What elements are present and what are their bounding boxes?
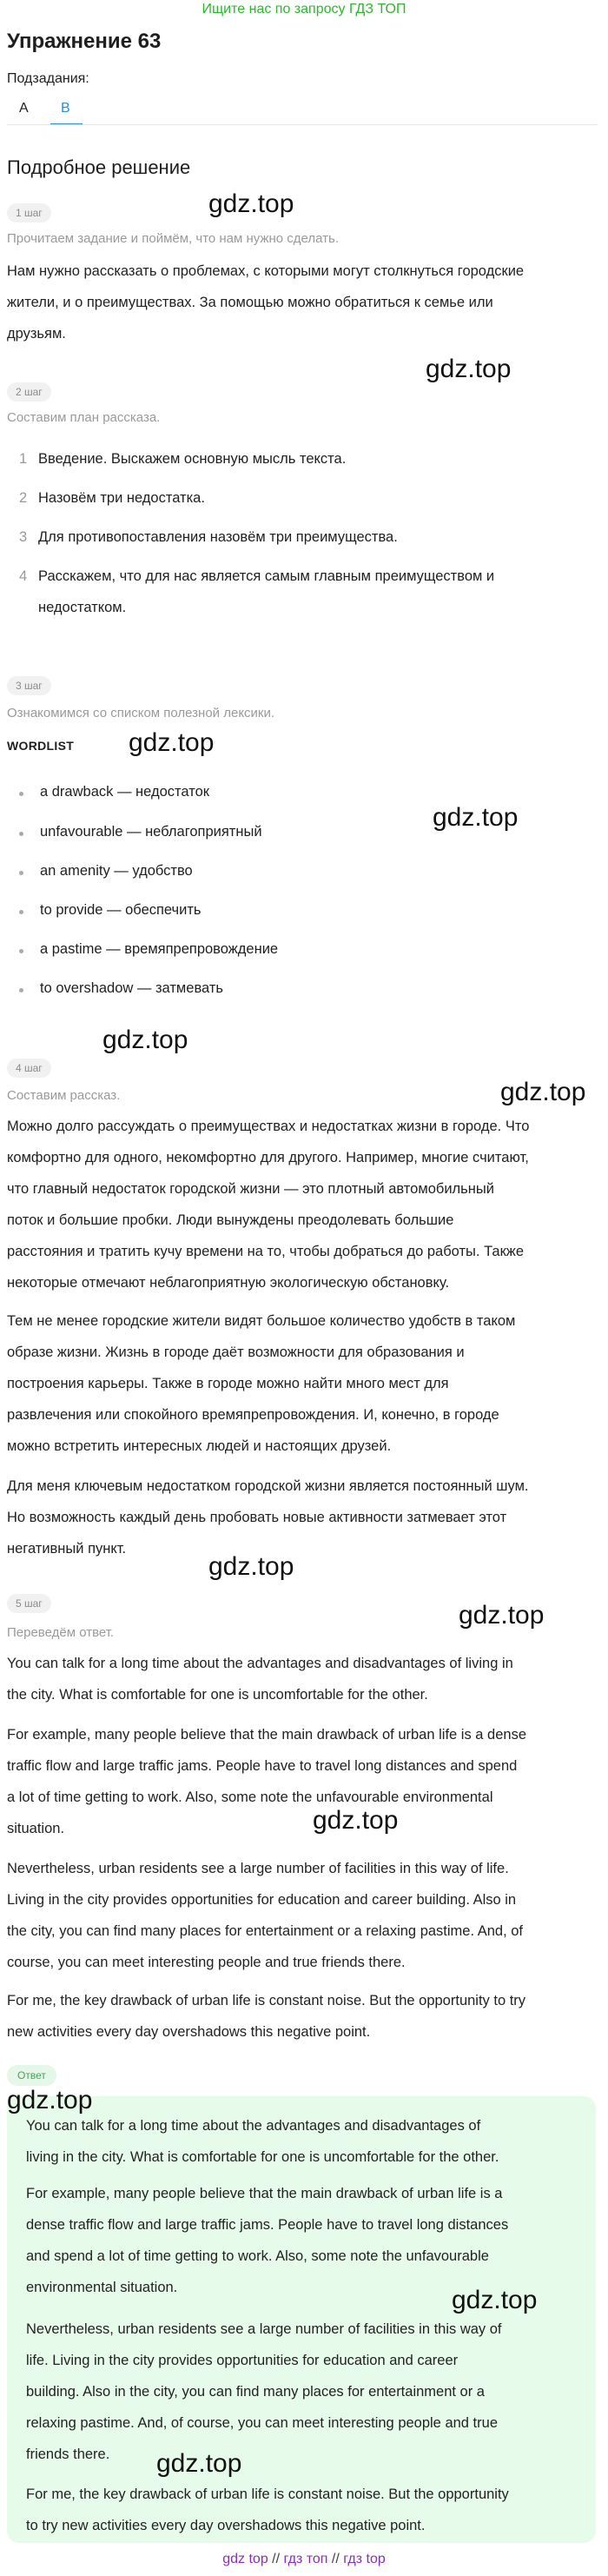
page-title: Упражнение 63 xyxy=(7,30,162,53)
story-paragraph: Тем не менее городские жители видят большое количество удобств в таком образе жизни. Жизнь в городе даёт возможности для образования и построения карьеры. Также в городе можно найти много мест для развлечения или спокойного времяпрепровождения. И, конечно, в городе можно встретить интересных людей и настоящих друзей. xyxy=(7,1313,516,1454)
watermark: gdz.top xyxy=(433,803,519,832)
list-item: an amenity — удобство xyxy=(19,863,193,880)
step-badge: 1 шаг xyxy=(7,203,51,222)
tab-a[interactable]: A xyxy=(19,101,29,116)
step-hint: Ознакомимся со списком полезной лексики. xyxy=(7,706,275,720)
footer-link[interactable]: гдз top xyxy=(343,2552,386,2566)
tab-b[interactable]: B xyxy=(61,101,70,125)
watermark: gdz.top xyxy=(208,1552,294,1581)
footer-separator: // xyxy=(272,2552,281,2566)
tabs-divider xyxy=(7,124,598,125)
footer-link[interactable]: гдз топ xyxy=(283,2552,328,2566)
wordlist-title: WORDLIST xyxy=(7,739,75,753)
translation-paragraph: Nevertheless, urban residents see a large number of facilities in this way of life. Living in the city provides opportunities for education and career building. Also in the city, you can find many places for entertainment or a relaxing pastime. And, of course, you can meet interesting people and true friends there. xyxy=(7,1861,524,1970)
promo-banner[interactable]: Ищите нас по запросу ГДЗ ТОП xyxy=(202,2,406,17)
list-item: 1 Введение. Выскажем основную мысль текста. xyxy=(19,451,347,467)
step-hint: Переведём ответ. xyxy=(7,1625,115,1640)
watermark: gdz.top xyxy=(313,1806,399,1835)
translation-paragraph: You can talk for a long time about the advantages and disadvantages of living in the city. What is comfortable for one is uncomfortable for the other. xyxy=(7,1656,513,1703)
step-text: Нам нужно рассказать о проблемах, с которыми могут столкнуться городские жители, и о преимуществах. За помощью можно обратиться к семье или друзьям. xyxy=(7,263,525,342)
step-badge: 5 шаг xyxy=(7,1594,51,1613)
watermark: gdz.top xyxy=(426,355,512,383)
list-item: 4 Расскажем, что для нас является самым главным преимуществом и недостатком. xyxy=(19,568,495,615)
watermark: gdz.top xyxy=(459,1601,545,1630)
step-badge: 2 шаг xyxy=(7,382,51,402)
watermark: gdz.top xyxy=(156,2449,242,2478)
answer-paragraph: Nevertheless, urban residents see a large number of facilities in this way of life. Living in the city provides opportunities for education and career building. Also in the city, you can find many places for entertainment or a relaxing pastime. And, of course, you can meet interesting people and true friends there. xyxy=(26,2321,502,2462)
watermark: gdz.top xyxy=(129,728,215,757)
answer-paragraph: For me, the key drawback of urban life is constant noise. But the opportunity to try new activities every day overshadows this negative point. xyxy=(26,2486,509,2533)
watermark: gdz.top xyxy=(7,2086,93,2115)
solution-title: Подробное решение xyxy=(7,156,191,178)
watermark: gdz.top xyxy=(500,1078,586,1106)
footer-link[interactable]: gdz top xyxy=(222,2552,268,2566)
list-item: a drawback — недостаток xyxy=(19,784,209,800)
subtasks-label: Подзадания: xyxy=(7,71,89,86)
step-hint: Составим рассказ. xyxy=(7,1088,121,1103)
list-item: 2 Назовём три недостатка. xyxy=(19,490,205,506)
answer-paragraph: For example, many people believe that the main drawback of urban life is a dense traffic flow and large traffic jams. People have to travel long distances and spend a lot of time getting to work. Also, some note the unfavourable environmental situation. xyxy=(26,2186,509,2295)
watermark: gdz.top xyxy=(452,2286,538,2314)
story-paragraph: Для меня ключевым недостатком городской жизни является постоянный шум. Но возможность каждый день пробовать новые активности затмевает этот негативный пункт. xyxy=(7,1478,529,1557)
list-item: to overshadow — затмевать xyxy=(19,980,223,997)
step-hint: Составим план рассказа. xyxy=(7,410,161,425)
watermark: gdz.top xyxy=(208,189,294,218)
footer-links xyxy=(0,2552,608,2567)
step-badge: 3 шаг xyxy=(7,676,51,695)
step-badge: 4 шаг xyxy=(7,1059,51,1078)
answer-paragraph: You can talk for a long time about the advantages and disadvantages of living in the city. What is comfortable for one is uncomfortable for the other. xyxy=(26,2118,499,2165)
list-item: a pastime — времяпрепровождение xyxy=(19,941,278,958)
watermark: gdz.top xyxy=(102,1026,188,1054)
list-item: unfavourable — неблагоприятный xyxy=(19,824,262,840)
translation-paragraph: For me, the key drawback of urban life is constant noise. But the opportunity to try new activities every day overshadows this negative point. xyxy=(7,1993,526,2040)
footer-separator: // xyxy=(331,2552,340,2566)
step-hint: Прочитаем задание и поймём, что нам нужно сделать. xyxy=(7,231,340,246)
story-paragraph: Можно долго рассуждать о преимуществах и недостатках жизни в городе. Что комфортно для одного, некомфортно для другого. Например, многие считают, что главный недостаток городской жизни — это плотный автомобильный поток и большие пробки. Люди вынуждены преодолевать большие расстояния и тратить кучу времени на то, чтобы добраться до работы. Также некоторые отмечают неблагоприятную экологическую обстановку. xyxy=(7,1119,530,1291)
list-item: to provide — обеспечить xyxy=(19,902,202,919)
translation-paragraph: For example, many people believe that the main drawback of urban life is a dense traffic flow and large traffic jams. People have to travel long distances and spend a lot of time getting to work. Also, some note the unfavourable environmental situation. xyxy=(7,1727,527,1836)
list-item: 3 Для противопоставления назовём три преимущества. xyxy=(19,529,398,545)
answer-badge: Ответ xyxy=(7,2065,56,2086)
